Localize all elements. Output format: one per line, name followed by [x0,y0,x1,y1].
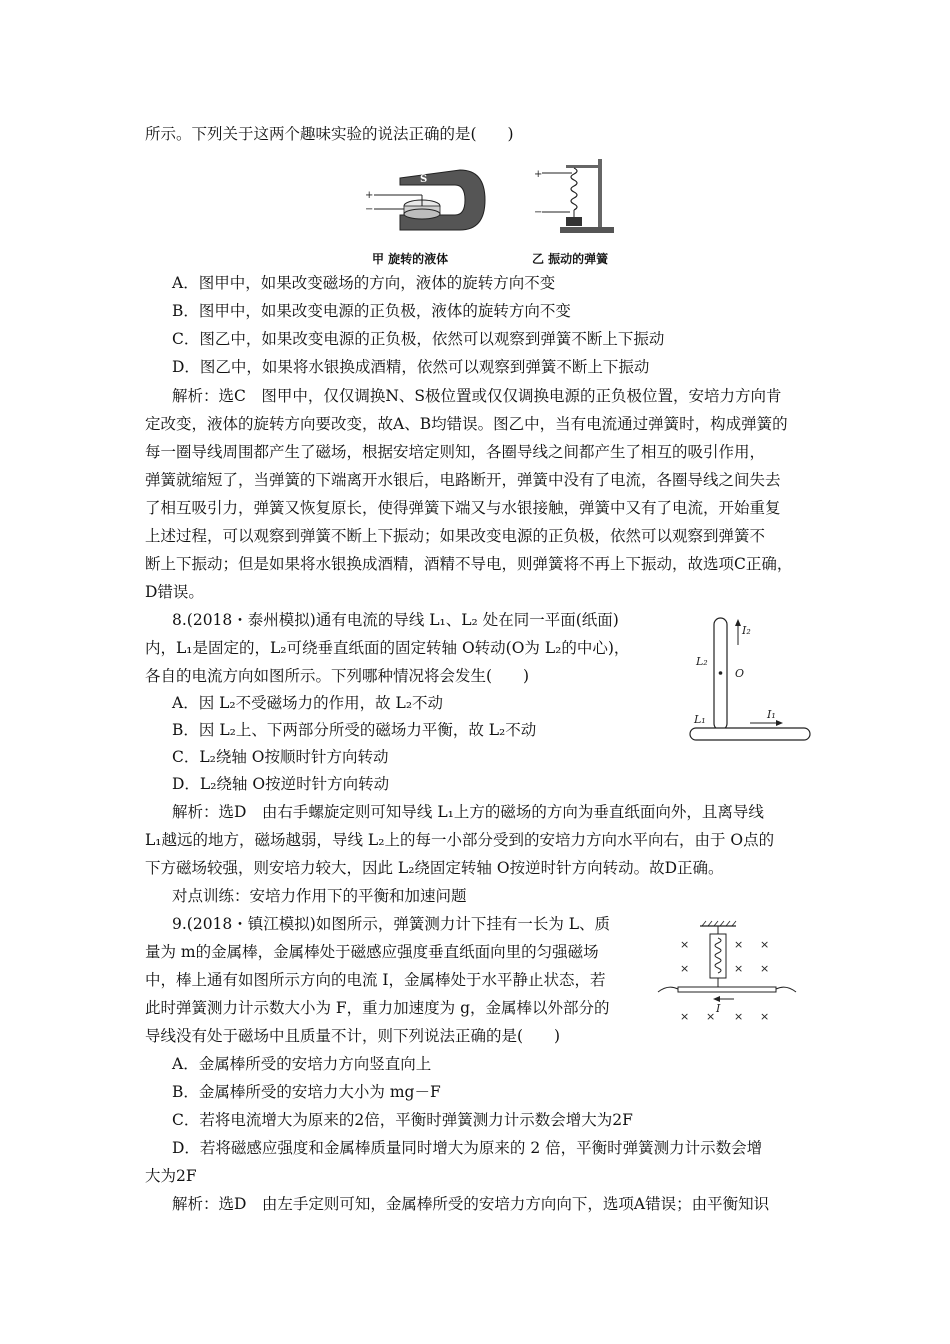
q9-option-b: B．金属棒所受的安培力大小为 mg－F [172,1083,441,1101]
svg-text:S: S [420,174,428,185]
svg-text:×: × [734,962,744,975]
svg-text:−: − [534,207,543,218]
q8-analysis-line: 下方磁场较强，则安培力较大，因此 L₂绕固定转轴 O按逆时针方向转动。故D正确。 [145,859,724,877]
q9-stem-line: 9.(2018・镇江模拟)如图所示，弹簧测力计下挂有一长为 L、质 [172,915,611,933]
q7-analysis-line: 解析：选C 图甲中，仅仅调换N、S极位置或仅仅调换电源的正负极位置，安培力方向肯 [172,387,782,405]
q7-option-a: A．图甲中，如果改变磁场的方向，液体的旋转方向不变 [172,274,556,292]
q7-analysis-line: 弹簧就缩短了，当弹簧的下端离开水银后，电路断开，弹簧中没有了电流，各圈导线之间失去 [145,471,781,489]
svg-text:×: × [760,962,770,975]
q7-analysis-line: 断上下振动；但是如果将水银换成酒精，酒精不导电，则弹簧将不再上下振动，故选项C正确， [145,555,793,573]
svg-text:×: × [680,962,690,975]
q7-analysis-line: 上述过程，可以观察到弹簧不断上下振动；如果改变电源的正负极，依然可以观察到弹簧不 [145,527,766,545]
svg-text:+: + [534,169,543,180]
section-title: 对点训练：安培力作用下的平衡和加速问题 [172,887,467,905]
q7-option-b: B．图甲中，如果改变电源的正负极，液体的旋转方向不变 [172,302,571,320]
q8-stem-line: 内，L₁是固定的，L₂可绕垂直纸面的固定转轴 O转动(O为 L₂的中心)， [145,639,630,657]
q8-option-b: B．因 L₂上、下两部分所受的磁场力平衡，故 L₂不动 [172,721,537,739]
label-l2: L₂ [696,655,708,668]
q7-analysis-line: 了相互吸引力，弹簧又恢复原长，使得弹簧下端又与水银接触，弹簧中又有了电流，开始重复 [145,499,781,517]
svg-text:×: × [760,1010,770,1023]
label-o: O [735,667,745,680]
svg-text:×: × [680,938,690,951]
label-l1: L₁ [694,713,706,726]
q7-option-c: C．图乙中，如果改变电源的正负极，依然可以观察到弹簧不断上下振动 [172,330,665,348]
q8-stem-line: 8.(2018・泰州模拟)通有电流的导线 L₁、L₂ 处在同一平面(纸面) [172,611,619,629]
figure-jia-caption: 甲 旋转的液体 [372,252,449,266]
q9-option-d: D．若将磁感应强度和金属棒质量同时增大为原来的 2 倍，平衡时弹簧测力计示数会增 [172,1139,763,1157]
figure-vibrating-spring [530,155,620,237]
svg-text:×: × [734,1010,744,1023]
label-i1: I₁ [767,708,776,721]
q7-option-d: D．图乙中，如果将水银换成酒精，依然可以观察到弹簧不断上下振动 [172,358,650,376]
q9-option-c: C．若将电流增大为原来的2倍，平衡时弹簧测力计示数会增大为2F [172,1111,633,1129]
q8-option-c: C．L₂绕轴 O按顺时针方向转动 [172,748,389,766]
q7-analysis-line: 每一圈导线周围都产生了磁场，根据安培定则知，各圈导线之间都产生了相互的吸引作用， [145,443,766,461]
svg-text:×: × [734,938,744,951]
q9-stem-line: 导线没有处于磁场中且质量不计，则下列说法正确的是( ) [145,1027,561,1045]
q9-option-a: A．金属棒所受的安培力方向竖直向上 [172,1055,432,1073]
svg-text:×: × [680,1010,690,1023]
svg-text:+: + [365,190,374,201]
q7-analysis-line: D错误。 [145,583,204,601]
svg-text:×: × [760,938,770,951]
q9-analysis-line: 解析：选D 由左手定则可知，金属棒所受的安培力方向向下，选项A错误；由平衡知识 [172,1195,770,1213]
svg-text:×: × [706,1010,716,1023]
q7-stem-tail: 所示。下列关于这两个趣味实验的说法正确的是( ) [145,125,514,143]
q9-stem-line: 此时弹簧测力计示数大小为 F，重力加速度为 g，金属棒以外部分的 [145,999,610,1017]
q8-stem-line: 各自的电流方向如图所示。下列哪种情况将会发生( ) [145,667,530,685]
q9-stem-line: 中，棒上通有如图所示方向的电流 I，金属棒处于水平静止状态，若 [145,971,606,989]
q8-option-d: D．L₂绕轴 O按逆时针方向转动 [172,775,390,793]
svg-text:−: − [365,204,374,215]
label-i2: I₂ [742,624,751,637]
q9-stem-line: 量为 m的金属棒，金属棒处于磁感应强度垂直纸面向里的匀强磁场 [145,943,599,961]
q8-analysis-line: L₁越远的地方，磁场越弱，导线 L₂上的每一小部分受到的安培力方向水平向右，由于 O点的 [145,831,775,849]
q8-analysis-line: 解析：选D 由右手螺旋定则可知导线 L₁上方的磁场的方向为垂直纸面向外，且离导线 [172,803,764,821]
figure-rotating-liquid [360,160,500,240]
q9-option-d-cont: 大为2F [145,1167,197,1185]
figure-two-wires [680,610,820,750]
q8-option-a: A．因 L₂不受磁场力的作用，故 L₂不动 [172,694,444,712]
label-current-i: I [716,1002,721,1015]
figure-spring-balance-rod [650,920,800,1040]
figure-yi-caption: 乙 振动的弹簧 [532,252,609,266]
q7-analysis-line: 定改变，液体的旋转方向要改变，故A、B均错误。图乙中，当有电流通过弹簧时，构成弹簧的 [145,415,788,433]
